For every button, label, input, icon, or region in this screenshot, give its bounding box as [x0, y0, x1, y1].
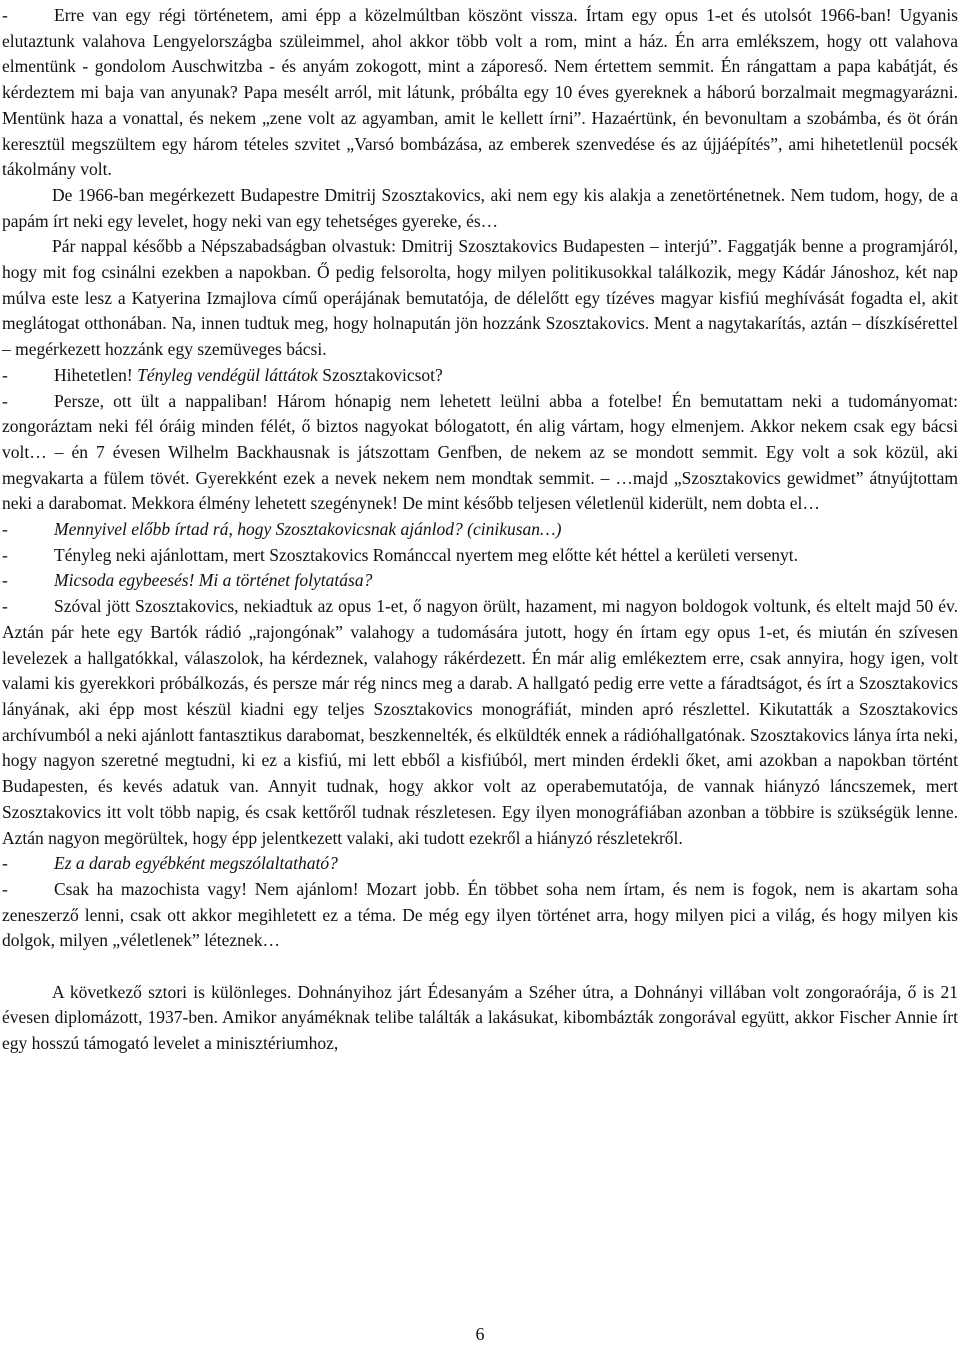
dialogue-paragraph: [2, 543, 958, 569]
text-segment: Mennyivel előbb írtad rá, hogy Szosztakovicsnak ajánlod? (cinikusan…): [54, 519, 562, 540]
paragraph: [2, 980, 958, 1057]
dialogue-dash: -: [2, 853, 8, 874]
text-segment: Persze, ott ült a nappaliban! Három hónapig nem lehetett leülni abba a fotelbe! Én bemutattam neki a tudományomat: zongoráztam neki fél óráig minden félét, ő biztos nagyokat bólogatott, én alig vártam, hogy elmenjem. Akkor nekem csak egy bácsi volt… – én 7 évesen Wilhelm Backhausnak is játszottam Genfben, de nekem az se mondott semmit. Egy volt a sok közül, aki megvakarta a fülem tövét. Gyerekként ezek a nevek nekem nem mondtak semmit. – …majd „Szosztakovics gewidmet” átnyújtottam neki a darabomat. Mekkora élmény lehetett szegénynek! De mint később teljesen véletlenül kiderült, nem dobta el…: [2, 390, 958, 514]
text-segment: A következő sztori is különleges. Dohnányihoz járt Édesanyám a Széher útra, a Dohnányi villában volt zongoraórája, ő is 21 évesen diplomázott, 1937-ben. Amikor anyáméknak telibe találták a lakásukat, kibombázták zongorával együtt, akkor Fischer Annie írt egy hosszú támogató levelet a minisztériumhoz,: [2, 981, 958, 1054]
text-segment: Szóval jött Szosztakovics, nekiadtuk az opus 1-et, ő nagyon örült, hazament, mi nagyon boldogok voltunk, és eltelt majd 50 év. Aztán pár hete egy Bartók rádió „rajongónak” valahogy a tudomására jutott, hogy én írtam egy opus 1-et, és miután én szívesen levelezek a hallgatókkal, válaszolok, ha kérdeznek, valahogy rákérdezett. Én már alig emlékeztem erre, csak annyira, hogy igen, volt valami kis gyerekkori próbálkozás, és persze már rég nincs meg a darab. A hallgató pedig erre vette a fáradtságot, és írt a Szosztakovics lányának, aki épp most készül kiadni egy teljes Szosztakovics monográfiát, minden apró részlettel. Kikutatták a Szosztakovics archívumból a neki ajánlott fantasztikus darabomat, beszkennelték, és elküldték ennek a rádióhallgatónak. Szosztakovics lánya írta neki, hogy nagyon szeretné megtudni, ki ez a kisfiú, mi lett ebből a kisfiúból, mert minden érdekli őket, ami azokban a napokban történt Budapesten, és kevés adatuk van. Annyit tudnak, hogy akkor volt az operabemutatója, de vannak hiányzó láncszemek, mert Szosztakovics itt volt több napig, és csak kettőről tudnak részletesen. Egy ilyen monográfiában azonban a többire is szükségük lenne. Aztán nagyon megörültek, hogy épp jelentkezett valaki, aki tudott ezekről a hiányzó részletekről.: [2, 596, 958, 848]
dialogue-paragraph: [2, 568, 958, 594]
paragraph: [2, 234, 958, 363]
dialogue-dash: -: [2, 596, 8, 617]
dialogue-dash: -: [2, 570, 8, 591]
paragraph: [2, 183, 958, 234]
text-segment: Pár nappal később a Népszabadságban olvastuk: Dmitrij Szosztakovics Budapesten – interjú”. Faggatják benne a programjáról, hogy mit fog csinálni ezekben a napokban. Ő pedig felsorolta, hogy milyen politikusokkal találkozik, megy Kádár Jánoshoz, két nap múlva este lesz a Katyerina Izmajlova című operájának bemutatója, de délelőtt egy tízéves magyar kisfiú meghívását fogadta el, akit meglátogat otthonában. Na, innen tudtuk meg, hogy holnapután jön hozzánk Szosztakovics. Ment a nagytakarítás, aztán – díszkísérettel – megérkezett hozzánk egy szemüveges bácsi.: [2, 236, 958, 360]
dialogue-dash: -: [2, 519, 8, 540]
dialogue-paragraph: [2, 363, 958, 389]
dialogue-dash: -: [2, 390, 8, 411]
text-segment: Micsoda egybeesés! Mi a történet folytatása?: [54, 570, 373, 591]
dialogue-paragraph: [2, 594, 958, 851]
document-body: [2, 3, 958, 1057]
dialogue-dash: -: [2, 5, 8, 25]
dialogue-paragraph: [2, 851, 958, 877]
dialogue-paragraph: [2, 389, 958, 518]
dialogue-paragraph: [2, 517, 958, 543]
text-segment: Tényleg neki ajánlottam, mert Szosztakovics Románccal nyertem meg előtte két héttel a kerületi versenyt.: [54, 544, 798, 565]
dialogue-paragraph: [2, 3, 958, 183]
text-segment: Tényleg vendégül láttátok: [137, 364, 323, 385]
dialogue-dash: -: [2, 364, 8, 385]
text-segment: Szosztakovicsot?: [322, 364, 443, 385]
text-segment: Hihetetlen!: [54, 364, 138, 385]
text-segment: Csak ha mazochista vagy! Nem ajánlom! Mozart jobb. Én többet soha nem írtam, és nem is fogok, nem is akartam soha zeneszerző lenni, csak ott akkor megihletett ez a téma. De még egy ilyen történet arra, hogy milyen pici a világ, és hogy milyen kis dolgok, milyen „véletlenek” léteznek…: [2, 878, 958, 951]
text-segment: De 1966-ban megérkezett Budapestre Dmitrij Szosztakovics, aki nem egy kis alakja a zenetörténetnek. Nem tudom, hogy, de a papám írt neki egy levelet, hogy neki van egy tehetséges gyereke, és…: [2, 184, 958, 231]
dialogue-paragraph: [2, 877, 958, 954]
text-segment: Erre van egy régi történetem, ami épp a közelmúltban köszönt vissza. Írtam egy opus 1-et és utolsót 1966-ban! Ugyanis elutaztunk valahova Lengyelországba szüleimmel, ahol akkor több volt a rom, mint a ház. Én arra emlékszem, hogy ott valahova elmentünk - gondolom Auschwitzba - és anyám zokogott, mint a záporeső. Nem értettem semmit. Én rángattam a papa kabátját, és kérdeztem mi baja van anyunak? Papa mesélt arról, mit látunk, próbálta egy 10 éves gyereknek a háború borzalmait megmagyarázni. Mentünk haza a vonattal, és nekem „zene volt az agyamban, amit le kellett írni”. Hazaértünk, én bevonultam a szobámba, és öt órán keresztül megszültem egy három tételes szvitet „Varsó bombázása, az emberek szenvedése és az újjáépítés”, ami hihetetlenül pocsék tákolmány volt.: [2, 5, 958, 180]
dialogue-dash: -: [2, 544, 8, 565]
page-number: 6: [475, 1324, 485, 1344]
text-segment: Ez a darab egyébként megszólaltatható?: [54, 853, 338, 874]
dialogue-dash: -: [2, 878, 8, 899]
